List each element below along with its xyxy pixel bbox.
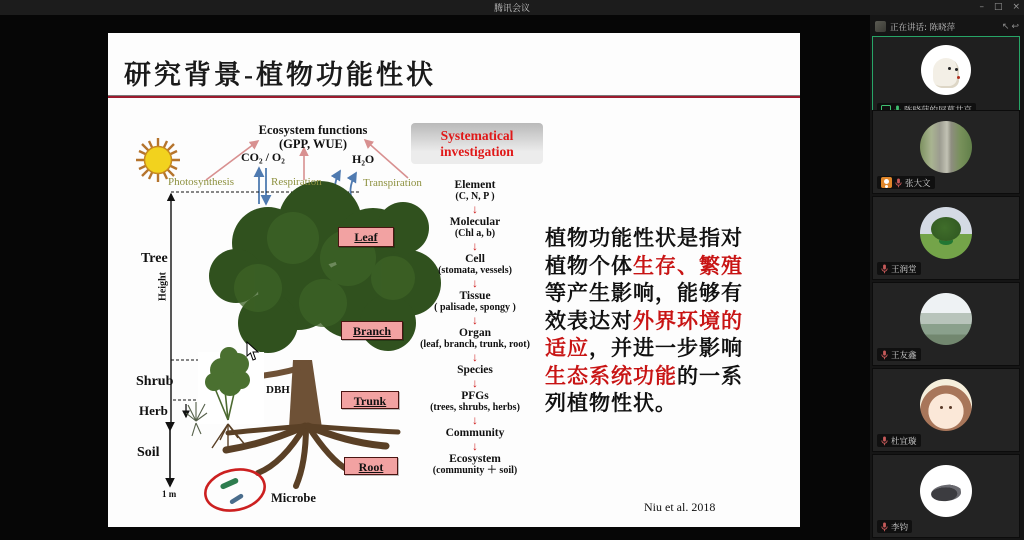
- tree-label: Tree: [141, 251, 168, 266]
- down-arrow-icon: ↓: [472, 350, 478, 364]
- root-tag: Root: [344, 457, 398, 475]
- collapse-panel-icon[interactable]: ↩: [1011, 21, 1019, 32]
- down-arrow-icon: ↓: [472, 413, 478, 427]
- hierarchy-level: Tissue: [459, 290, 491, 302]
- systematical-investigation-header: Systematical investigation: [411, 123, 543, 164]
- participant-name-label: 张大文: [877, 176, 935, 189]
- active-speaker-tile[interactable]: [872, 36, 1020, 121]
- mic-muted-icon: [881, 436, 888, 446]
- hierarchy-level: Ecosystem: [449, 453, 501, 465]
- speaking-label: 正在讲话: 陈晓萍: [890, 22, 956, 33]
- hierarchy-level: PFGs: [461, 390, 489, 402]
- host-badge-icon: [881, 177, 892, 188]
- participant-name-label: 王友鑫: [877, 348, 921, 361]
- slide-title: 研究背景-植物功能性状: [124, 60, 436, 90]
- h2o-label: H₂O: [352, 152, 375, 166]
- participant-tile[interactable]: [872, 196, 1020, 280]
- participant-tile[interactable]: [872, 368, 1020, 452]
- height-label: Height: [157, 272, 169, 301]
- mic-muted-icon: [881, 522, 888, 532]
- avatar: [921, 45, 971, 95]
- avatar: [920, 293, 972, 345]
- dbh-label: DBH: [266, 384, 290, 396]
- mic-muted-icon: [881, 350, 888, 360]
- hierarchy-level: Element: [454, 179, 496, 191]
- speaker-avatar: [875, 21, 886, 32]
- paragraph-line: 适应，并进一步影响: [545, 336, 743, 360]
- maximize-icon[interactable]: □: [993, 2, 1003, 12]
- down-arrow-icon: ↓: [472, 239, 478, 253]
- speaking-header: [872, 18, 1022, 35]
- microbe-label: Microbe: [271, 491, 316, 505]
- branch-tag: Branch: [341, 321, 403, 340]
- definition-paragraph: [545, 225, 797, 418]
- shrub-graphic: [198, 347, 264, 452]
- pop-out-icon[interactable]: ↖: [1001, 21, 1010, 32]
- participant-name-label: 王润堂: [877, 262, 921, 275]
- window-title: 腾讯会议: [493, 4, 530, 14]
- meeting-app: [0, 15, 1024, 540]
- avatar: [920, 465, 972, 517]
- avatar: [920, 379, 972, 431]
- respiration-label: Respiration: [271, 176, 322, 188]
- hierarchy-level: Species: [457, 364, 493, 376]
- participant-tile[interactable]: [872, 454, 1020, 538]
- title-divider: [108, 95, 800, 98]
- co2-o2-label: CO₂ / O₂: [241, 150, 285, 164]
- down-arrow-icon: ↓: [472, 439, 478, 453]
- presentation-slide: [108, 33, 800, 527]
- minimize-icon[interactable]: –: [979, 2, 984, 12]
- soil-label: Soil: [137, 445, 160, 460]
- investigation-hierarchy: Element (C, N, P ) ↓ Molecular (Chl a, b) ↓ Cell (stomata, vessels) ↓ Tissue ( palisade, spongy ) ↓ Organ (leaf, branch, trunk, root) ↓ Species ↓ PFGs (trees, shrubs, herbs) ↓ Community ↓ Ecosystem (community ＋ soil): [404, 179, 546, 476]
- avatar: [920, 207, 972, 259]
- hierarchy-level: Molecular: [449, 216, 501, 228]
- mouse-cursor: [246, 341, 260, 361]
- down-arrow-icon: ↓: [472, 276, 478, 290]
- herb-label: Herb: [139, 403, 168, 418]
- shrub-label: Shrub: [136, 374, 174, 389]
- leaf-tag: Leaf: [338, 227, 394, 247]
- avatar: [920, 121, 972, 173]
- paragraph-line: 列植物性状。: [545, 391, 677, 415]
- hierarchy-level: Organ: [459, 327, 491, 339]
- hierarchy-level: Cell: [465, 253, 485, 265]
- close-icon[interactable]: ×: [1012, 2, 1020, 12]
- transpiration-label: Transpiration: [363, 177, 422, 189]
- depth-1m-label: 1 m: [162, 489, 177, 499]
- ecosystem-functions-label: Ecosystem functions: [258, 123, 368, 137]
- mic-muted-icon: [895, 178, 902, 188]
- title-bar: [0, 0, 1024, 15]
- paragraph-line: 植物个体生存、繁殖: [545, 253, 743, 278]
- paragraph-line: 效表达对外界环境的: [545, 308, 743, 333]
- participant-tile[interactable]: [872, 110, 1020, 194]
- paragraph-line: 植物功能性状是指对: [545, 226, 743, 250]
- participant-name-label: 李钧: [877, 520, 912, 533]
- citation: Niu et al. 2018: [644, 500, 716, 514]
- participant-tile[interactable]: [872, 282, 1020, 366]
- down-arrow-icon: ↓: [472, 202, 478, 216]
- down-arrow-icon: ↓: [472, 376, 478, 390]
- participants-sidebar: [870, 15, 1024, 540]
- paragraph-line: 等产生影响，能够有: [545, 281, 743, 305]
- gpp-wue-label: (GPP, WUE): [278, 137, 348, 151]
- down-arrow-icon: ↓: [472, 313, 478, 327]
- trunk-tag: Trunk: [341, 391, 399, 409]
- hierarchy-level: Community: [445, 427, 505, 439]
- shared-screen-stage: [0, 15, 870, 540]
- root-graphic: [226, 426, 398, 486]
- paragraph-line: 生态系统功能的一系: [545, 363, 743, 388]
- mic-muted-icon: [881, 264, 888, 274]
- participant-name-label: 杜宜璇: [877, 434, 921, 447]
- photosynthesis-label: Photosynthesis: [168, 176, 235, 188]
- window-controls: [979, 0, 1020, 15]
